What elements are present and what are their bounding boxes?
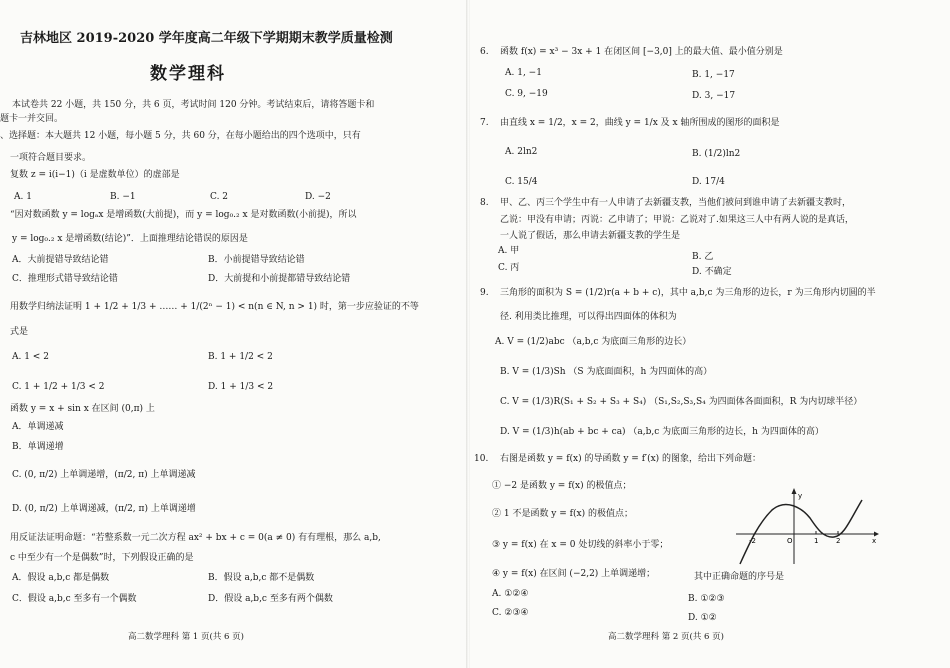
- subject-title: 数学理科: [150, 64, 226, 84]
- question-3-stem-line-2: 式是: [10, 327, 29, 337]
- question-9-option-b: B. V = (1/3)Sh （S 为底面面积，h 为四面体的高）: [500, 367, 713, 377]
- question-10-option-a: A. ①②④: [492, 589, 529, 599]
- question-6-option-d: D. 3, −17: [692, 91, 736, 101]
- question-9-option-c: C. V = (1/3)R(S₁ + S₂ + S₃ + S₄) （S₁,S₂,S₃,S₄ 为四面体各面面积，R 为内切球半径）: [500, 397, 863, 407]
- section-heading-line-1: 、选择题：本大题共 12 小题，每小题 5 分，共 60 分，在每小题给出的四个选项中，只有: [0, 131, 361, 141]
- question-5-stem-line-2: c 中至少有一个是偶数”时，下列假设正确的是: [10, 553, 194, 563]
- question-2-stem-line-2: y = log₀.₂ x 是增函数(结论)”．上面推理结论错误的原因是: [12, 234, 248, 244]
- question-7-stem: 由直线 x = 1/2，x = 2，曲线 y = 1/x 及 x 轴所围成的图形的面积是: [500, 118, 780, 128]
- graph-tick-label-1: 1: [814, 537, 819, 545]
- question-1-option-c: C. 2: [210, 192, 229, 202]
- question-1-option-a: A. 1: [14, 192, 32, 202]
- question-1-stem: 复数 z = i(i−1)（i 是虚数单位）的虚部是: [10, 170, 180, 180]
- question-3-option-d: D. 1 + 1/3 < 2: [208, 382, 274, 392]
- question-1-option-d: D. −2: [305, 192, 331, 202]
- question-6-option-c: C. 9, −19: [505, 89, 548, 99]
- graph-y-arrow: [792, 488, 797, 494]
- question-9-stem-line-1: 三角形的面积为 S = (1/2)r(a + b + c)，其中 a,b,c 为三角形的边长，r 为三角形内切圆的半: [500, 288, 876, 298]
- question-5-option-a: A．假设 a,b,c 都是偶数: [12, 573, 110, 583]
- exam-page-2: [470, 0, 950, 668]
- question-8-option-c: C. 丙: [498, 263, 520, 273]
- question-4-option-c: C. (0, π/2) 上单调递增，(π/2, π) 上单调递减: [12, 470, 196, 480]
- question-8-stem-line-2: 乙说：甲没有申请；丙说：乙申请了；甲说：乙说对了.如果这三人中有两人说的是真话，: [500, 215, 854, 225]
- question-4-stem: 函数 y = x + sin x 在区间 (0,π) 上: [10, 404, 155, 414]
- question-10-option-d: D. ①②: [688, 613, 717, 623]
- question-10-statement-2: ② 1 不是函数 y = f(x) 的极值点；: [492, 509, 633, 519]
- question-7-option-c: C. 15/4: [505, 177, 538, 187]
- question-3-option-b: B. 1 + 1/2 < 2: [208, 352, 273, 362]
- question-9-option-d: D. V = (1/3)h(ab + bc + ca) （a,b,c 为底面三角形的边长，h 为四面体的高）: [500, 427, 824, 437]
- question-3-option-c: C. 1 + 1/2 + 1/3 < 2: [12, 382, 105, 392]
- question-10-statement-4: ④ y = f(x) 在区间 (−2,2) 上单调递增；: [492, 569, 656, 579]
- question-8-option-d: D. 不确定: [692, 267, 732, 277]
- question-8-option-a: A. 甲: [498, 246, 520, 256]
- question-10-statement-1: ① −2 是函数 y = f(x) 的极值点；: [492, 481, 632, 491]
- derivative-curve: [740, 500, 862, 564]
- graph-tick-label-neg2: -2: [749, 537, 756, 545]
- exam-page-1: [0, 0, 468, 668]
- question-10-prompt-tail: 其中正确命题的序号是: [694, 572, 785, 582]
- graph-x-arrow: [874, 532, 879, 537]
- question-8-stem-line-1: 甲、乙、丙三个学生中有一人申请了去新疆支教，当他们被问到谁申请了去新疆支教时，: [500, 198, 852, 208]
- question-1-option-b: B. −1: [110, 192, 136, 202]
- page-1-footer: 高二数学理科 第 1 页(共 6 页): [128, 632, 244, 642]
- question-2-option-c: C．推理形式错导致结论错: [12, 274, 118, 284]
- question-9-stem-line-2: 径. 利用类比推理，可以得出四面体的体积为: [500, 312, 677, 322]
- question-4-option-d: D. (0, π/2) 上单调递减，(π/2, π) 上单调递增: [12, 504, 196, 514]
- question-6-option-b: B. 1, −17: [692, 70, 735, 80]
- question-10-option-b: B. ①②③: [688, 594, 725, 604]
- question-4-option-b: B．单调递增: [12, 442, 64, 452]
- graph-y-label: y: [798, 492, 803, 500]
- question-3-stem-line-1: 用数学归纳法证明 1 + 1/2 + 1/3 + …… + 1/(2ⁿ − 1) < n(n ∈ N, n > 1) 时，第一步应验证的不等: [10, 302, 419, 312]
- question-6-option-a: A. 1, −1: [505, 68, 542, 78]
- question-7-option-b: B. (1/2)ln2: [692, 149, 741, 159]
- section-heading-line-2: 一项符合题目要求。: [10, 153, 92, 163]
- question-10-stem: 右图是函数 y = f(x) 的导函数 y = f′(x) 的图象，给出下列命题：: [500, 454, 762, 464]
- question-8-number: 8.: [480, 198, 489, 208]
- question-2-option-b: B．小前提错导致结论错: [208, 255, 305, 265]
- question-7-option-a: A. 2ln2: [505, 147, 538, 157]
- question-2-option-a: A．大前提错导致结论错: [12, 255, 109, 265]
- page-2-footer: 高二数学理科 第 2 页(共 6 页): [608, 632, 724, 642]
- question-10-statement-3: ③ y = f(x) 在 x = 0 处切线的斜率小于零；: [492, 540, 669, 550]
- question-10-number: 10.: [474, 454, 489, 464]
- question-7-option-d: D. 17/4: [692, 177, 725, 187]
- question-8-option-b: B. 乙: [692, 252, 714, 262]
- question-5-option-d: D．假设 a,b,c 至多有两个偶数: [208, 594, 333, 604]
- derivative-graph: [732, 484, 882, 566]
- question-2-option-d: D．大前提和小前提都错导致结论错: [208, 274, 351, 284]
- question-3-option-a: A. 1 < 2: [12, 352, 49, 362]
- question-5-option-c: C．假设 a,b,c 至多有一个偶数: [12, 594, 137, 604]
- question-7-number: 7.: [480, 118, 489, 128]
- graph-origin-label: O: [787, 537, 793, 545]
- question-10-option-c: C. ②③④: [492, 608, 529, 618]
- question-6-number: 6.: [480, 47, 489, 57]
- question-2-stem-line-1: “因对数函数 y = logₐx 是增函数(大前提)，而 y = log₀.₂ x 是对数函数(小前提)，所以: [10, 210, 357, 220]
- question-5-option-b: B．假设 a,b,c 都不是偶数: [208, 573, 315, 583]
- exam-header-title: 吉林地区 2019-2020 学年度高二年级下学期期末教学质量检测: [20, 31, 393, 46]
- intro-line-1: 本试卷共 22 小题，共 150 分，共 6 页，考试时间 120 分钟。考试结束后，请将答题卡和: [12, 100, 375, 110]
- question-4-option-a: A．单调递减: [12, 422, 64, 432]
- question-5-stem-line-1: 用反证法证明命题：“若整系数一元二次方程 ax² + bx + c = 0(a ≠ 0) 有有理根，那么 a,b,: [10, 533, 381, 543]
- question-9-option-a: A. V = (1/2)abc （a,b,c 为底面三角形的边长）: [495, 337, 692, 347]
- question-8-stem-line-3: 一人说了假话，那么申请去新疆支教的学生是: [500, 231, 681, 241]
- graph-tick-label-2: 2: [836, 537, 841, 545]
- graph-x-label: x: [872, 537, 877, 545]
- question-6-stem: 函数 f(x) = x³ − 3x + 1 在闭区间 [−3,0] 上的最大值、最小值分别是: [500, 47, 783, 57]
- question-9-number: 9.: [480, 288, 489, 298]
- intro-line-2: 题卡一并交回。: [0, 114, 64, 124]
